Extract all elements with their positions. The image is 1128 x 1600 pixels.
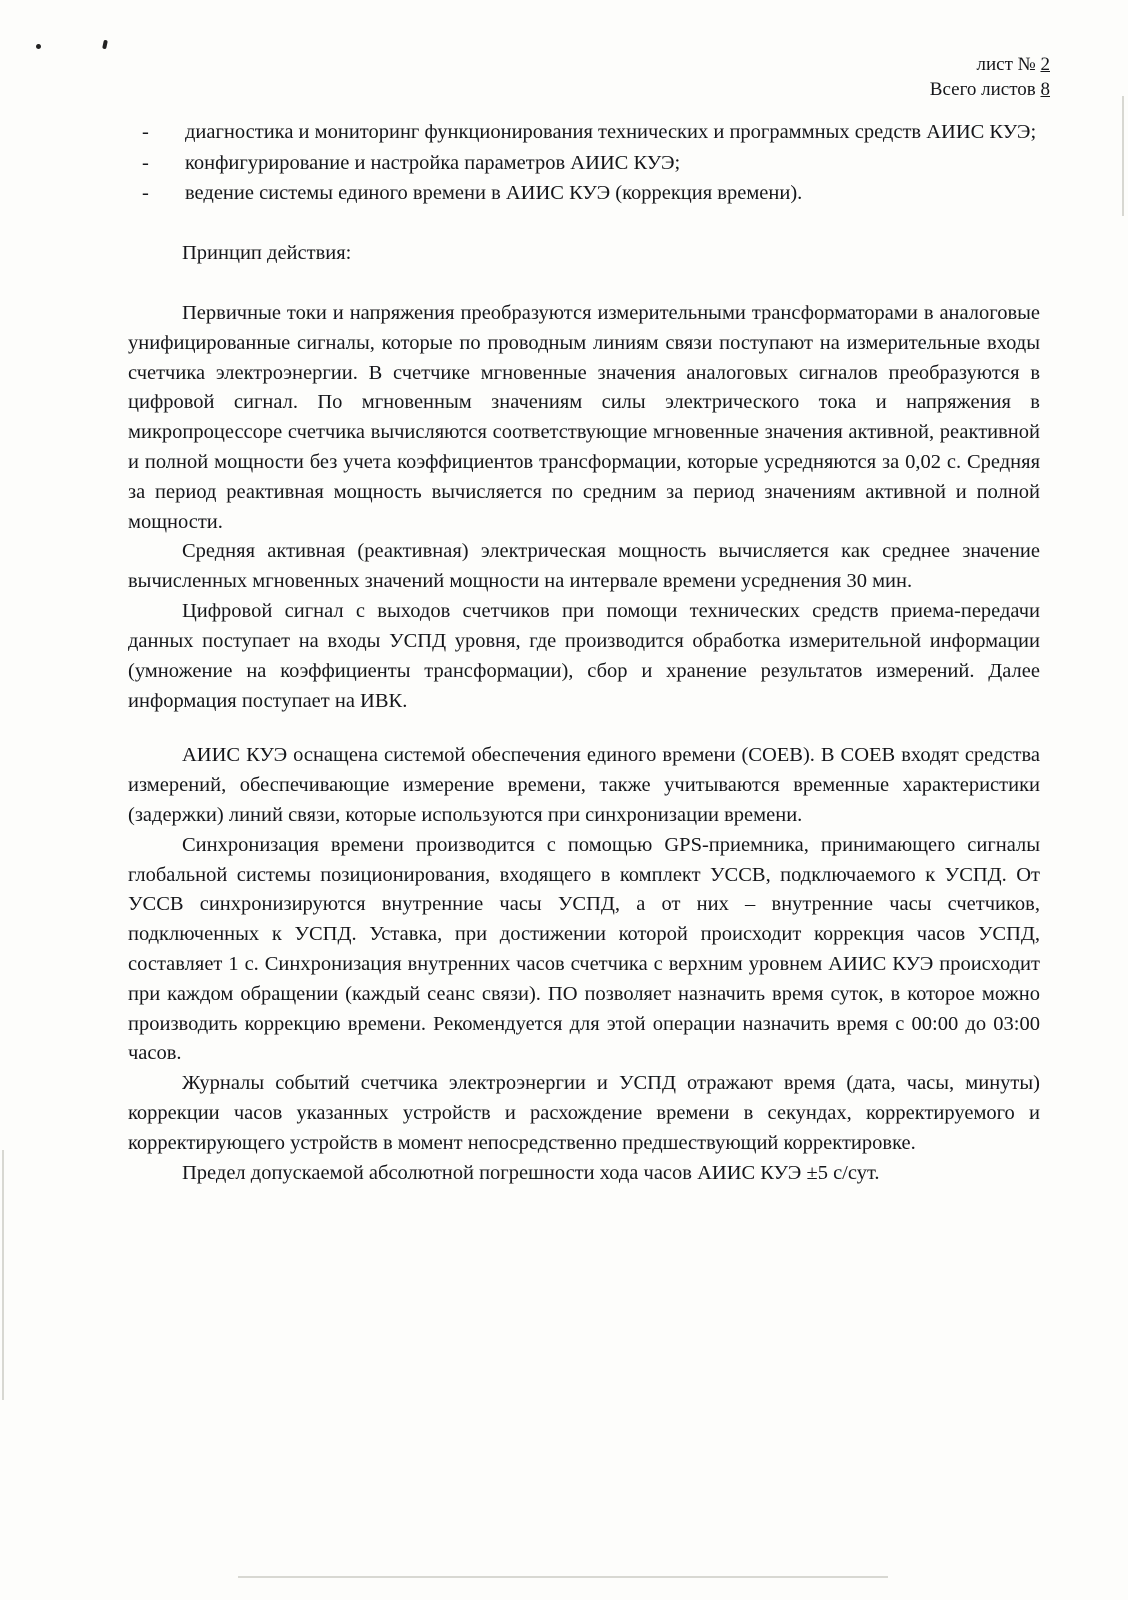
total-sheets-line xyxy=(930,77,1050,102)
list-item-text: диагностика и мониторинг функционирования технических и программных средств АИИС КУЭ; xyxy=(185,121,1037,143)
paragraph-2: Средняя активная (реактивная) электрическая мощность вычисляется как среднее значение вычисленных мгновенных значений мощности на интервале времени усреднения 30 мин. xyxy=(128,540,1040,593)
sheet-number-line xyxy=(930,52,1050,77)
document-body xyxy=(128,118,1040,1189)
scan-edge-line xyxy=(238,1576,888,1578)
scan-edge-line xyxy=(2,1150,4,1400)
paragraph-4: АИИС КУЭ оснащена системой обеспечения единого времени (СОЕВ). В СОЕВ входят средства измерений, обеспечивающие измерение времени, также учитываются временные характеристики (задержки) линий связи, которые используются при синхронизации времени. xyxy=(128,744,1040,826)
paragraph-7: Предел допускаемой абсолютной погрешности хода часов АИИС КУЭ ±5 с/сут. xyxy=(182,1161,880,1184)
total-label: Всего листов xyxy=(929,79,1041,101)
paragraph-5: Синхронизация времени производится с помощью GPS-приемника, принимающего сигналы глобальной системы позиционирования, входящего в комплект УССВ, подключаемого к УСПД. От УССВ синхронизируются внутренние часы УСПД, а от них – внутренние часы счетчиков, подключенных к УСПД. Уставка, при достижении которой происходит коррекция часов УСПД, составляет 1 с. Синхронизация внутренних часов счетчика с верхним уровнем АИИС КУЭ происходит при каждом обращении (каждый сеанс связи). ПО позволяет назначить время суток, в которое можно производить коррекцию времени. Рекомендуется для этой операции назначить время с 00:00 до 03:00 часов. xyxy=(128,833,1040,1065)
sheet-number: 2 xyxy=(1040,54,1050,75)
scan-speck xyxy=(36,44,41,49)
list-item-text: ведение системы единого времени в АИИС КУЭ (коррекция времени). xyxy=(185,182,803,205)
list-item-text: конфигурирование и настройка параметров АИИС КУЭ; xyxy=(185,151,681,174)
list-item xyxy=(128,118,1040,148)
sheet-label: лист № xyxy=(976,54,1041,75)
total-number: 8 xyxy=(1040,79,1050,101)
list-item xyxy=(128,179,1040,209)
paragraph-3: Цифровой сигнал с выходов счетчиков при помощи технических средств приема-передачи данных поступает на входы УСПД уровня, где производится обработка измерительной информации (умножение на коэффициенты трансформации), сбор и хранение результатов измерений. Далее информация поступает на ИВК. xyxy=(128,600,1040,712)
bullet-marker: - xyxy=(142,151,149,174)
page-header xyxy=(930,52,1050,102)
bullet-list xyxy=(128,118,1040,209)
scan-speck xyxy=(102,40,108,50)
list-item xyxy=(128,149,1040,179)
section-title: Принцип действия: xyxy=(182,242,352,265)
bullet-marker: - xyxy=(142,182,149,205)
bullet-marker: - xyxy=(142,121,149,143)
scan-edge-line xyxy=(1122,96,1124,216)
paragraph-1: Первичные токи и напряжения преобразуются измерительными трансформаторами в аналоговые унифицированные сигналы, которые по проводным линиям связи поступают на измерительные входы счетчика электроэнергии. В счетчике мгновенные значения аналоговых сигналов преобразуются в цифровой сигнал. По мгновенным значениям силы электрического тока и напряжения в микропроцессоре счетчика вычисляются соответствующие мгновенные значения активной, реактивной и полной мощности без учета коэффициентов трансформации, которые усредняются за 0,02 с. Средняя за период реактивная мощность вычисляется по средним за период значениям активной и полной мощности. xyxy=(128,301,1040,533)
paragraph-6: Журналы событий счетчика электроэнергии и УСПД отражают время (дата, часы, минуты) коррекции часов указанных устройств и расхождение времени в секундах, корректируемого и корректирующего устройств в момент непосредственно предшествующий корректировке. xyxy=(128,1072,1040,1154)
